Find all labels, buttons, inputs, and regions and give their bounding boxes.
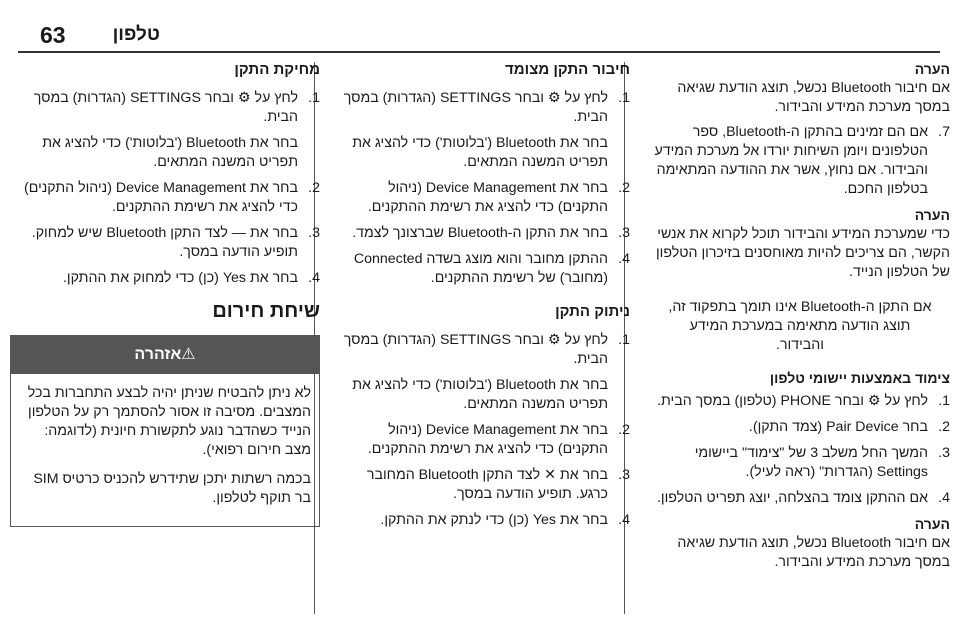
- step-text: בחר את Device Management (ניהול התקנים) כדי להציג את רשימת ההתקנים.: [24, 180, 298, 215]
- step-item: [10, 224, 320, 262]
- page-header: [0, 0, 960, 52]
- step-item: [650, 489, 950, 508]
- section-heading-connect: חיבור התקן מצומד: [505, 61, 630, 78]
- step-number: 1.: [618, 90, 630, 106]
- note-label: הערה: [914, 207, 950, 223]
- step-text: ההתקן מחובר והוא מוצג בשדה Connected (מחובר) של רשימת ההתקנים.: [353, 251, 608, 286]
- step-text: בחר את Bluetooth ('בלוטות') כדי להציג את תפריט המשנה המתאים.: [352, 377, 608, 412]
- note-text: כדי שמערכת המידע והבידור תוכל לקרוא את אנשי הקשר, הם צריכים להיות מאוחסנים בזיכרון הטלפון של הטלפון הנייד.: [656, 226, 950, 280]
- note-label: הערה: [914, 61, 950, 77]
- step-item: [650, 444, 950, 482]
- note-label: הערה: [914, 516, 950, 532]
- step-text: בחר את Bluetooth ('בלוטות') כדי להציג את תפריט המשנה המתאים.: [352, 135, 608, 170]
- step-item: [650, 123, 950, 199]
- step-item: [650, 418, 950, 437]
- step-item: [10, 89, 320, 127]
- note-text: אם חיבור Bluetooth נכשל, תוצג הודעת שגיאה במסך מערכת המידע והבידור.: [677, 80, 950, 115]
- warning-title: ⚠אזהרה: [11, 336, 319, 374]
- step-text: לחץ על ⚙ ובחר SETTINGS (הגדרות) במסך הבית.: [343, 332, 608, 367]
- warning-box: [10, 335, 320, 527]
- step-item: [10, 269, 320, 288]
- section-heading-pairing: צימוד באמצעות יישומי טלפון: [769, 370, 950, 386]
- step-text: המשך החל משלב 3 של "צימוד" ביישומי Settings (הגדרות" (ראה לעיל).: [694, 445, 928, 480]
- step-item: [10, 134, 320, 172]
- section-heading-emergency: שיחת חירום: [212, 300, 320, 322]
- step-number: 4.: [618, 512, 630, 528]
- step-item: [340, 466, 630, 504]
- step-text: בחר את ✕ לצד התקן Bluetooth המחובר כרגע. תופיע הודעה במסך.: [366, 467, 608, 502]
- step-text: אם הם זמינים בהתקן ה-Bluetooth, ספר הטלפונים ויומן השיחות יורדו אל מערכת המידע והבידור. אם נחוץ, אשר את ההודעה המתאימה בטלפון החכם.: [654, 124, 928, 197]
- step-text: בחר Pair Device (צמד התקן).: [748, 419, 928, 435]
- step-item: [340, 89, 630, 127]
- step-list: [650, 123, 950, 199]
- step-item: [340, 421, 630, 459]
- step-text: בחר את Yes (כן) כדי לנתק את ההתקן.: [380, 512, 608, 528]
- step-number: 7.: [938, 124, 950, 140]
- step-item: [340, 376, 630, 414]
- step-number: 1.: [308, 90, 320, 106]
- step-text: לחץ על ⚙ ובחר PHONE (טלפון) במסך הבית.: [657, 393, 928, 409]
- note-text: אם חיבור Bluetooth נכשל, תוצג הודעת שגיאה במסך מערכת המידע והבידור.: [677, 535, 950, 570]
- step-number: 2.: [308, 180, 320, 196]
- step-number: 2.: [618, 422, 630, 438]
- step-number: 2.: [618, 180, 630, 196]
- step-text: בחר את התקן ה-Bluetooth שברצונך לצמד.: [352, 225, 608, 241]
- step-number: 2.: [938, 419, 950, 435]
- step-text: בחר את Device Management (ניהול התקנים) כדי להציג את רשימת ההתקנים.: [367, 180, 608, 215]
- step-text: בחר את Bluetooth ('בלוטות') כדי להציג את תפריט המשנה המתאים.: [42, 135, 298, 170]
- step-item: [340, 134, 630, 172]
- step-item: [10, 179, 320, 217]
- connect-steps: [340, 89, 630, 288]
- warning-text: בכמה רשתות יתכן שתידרש להכניס כרטיס SIM בר תוקף לטלפון.: [33, 471, 311, 506]
- step-text: בחר את ― לצד התקן Bluetooth שיש למחוק. תופיע הודעה במסך.: [31, 225, 298, 260]
- right-column: [650, 60, 950, 578]
- left-column: [10, 60, 320, 527]
- step-text: לחץ על ⚙ ובחר SETTINGS (הגדרות) במסך הבית.: [33, 90, 298, 125]
- step-number: 3.: [938, 445, 950, 461]
- header-divider: [18, 51, 940, 53]
- step-number: 4.: [618, 251, 630, 267]
- warning-body: [11, 374, 319, 526]
- step-item: [340, 250, 630, 288]
- section-heading-delete: מחיקת התקן: [234, 61, 320, 78]
- chapter-title: טלפון: [112, 24, 160, 45]
- step-text: לחץ על ⚙ ובחר SETTINGS (הגדרות) במסך הבית.: [343, 90, 608, 125]
- step-number: 3.: [618, 467, 630, 483]
- step-number: 4.: [938, 490, 950, 506]
- disconnect-steps: [340, 331, 630, 530]
- step-number: 3.: [308, 225, 320, 241]
- step-text: בחר את Yes (כן) כדי למחוק את ההתקן.: [62, 270, 298, 286]
- step-text: בחר את Device Management (ניהול התקנים) כדי להציג את רשימת ההתקנים.: [367, 422, 608, 457]
- step-item: [340, 331, 630, 369]
- step-number: 3.: [618, 225, 630, 241]
- step-item: [650, 392, 950, 411]
- step-item: [340, 179, 630, 217]
- step-number: 1.: [618, 332, 630, 348]
- delete-steps: [10, 89, 320, 288]
- step-number: 1.: [938, 393, 950, 409]
- page-number: 63: [40, 22, 66, 48]
- warning-text: לא ניתן להבטיח שניתן יהיה לבצע התחברות בכל המצבים. מסיבה זו אסור להסתמך רק על הטלפון הנייד כשהדבר נוגע לתקשורת חיונית (לדוגמה: מצב חירום רפואי).: [27, 385, 311, 458]
- middle-column: [340, 60, 630, 544]
- step-item: [340, 511, 630, 530]
- section-heading-disconnect: ניתוק התקן: [555, 303, 630, 320]
- note-text-centered: אם התקן ה-Bluetooth אינו תומך בתפקוד זה, תוצג הודעה מתאימה במערכת המידע והבידור.: [668, 299, 932, 353]
- step-item: [340, 224, 630, 243]
- step-number: 4.: [308, 270, 320, 286]
- step-text: אם ההתקן צומד בהצלחה, יוצג תפריט הטלפון.: [656, 490, 928, 506]
- pairing-steps: [650, 392, 950, 508]
